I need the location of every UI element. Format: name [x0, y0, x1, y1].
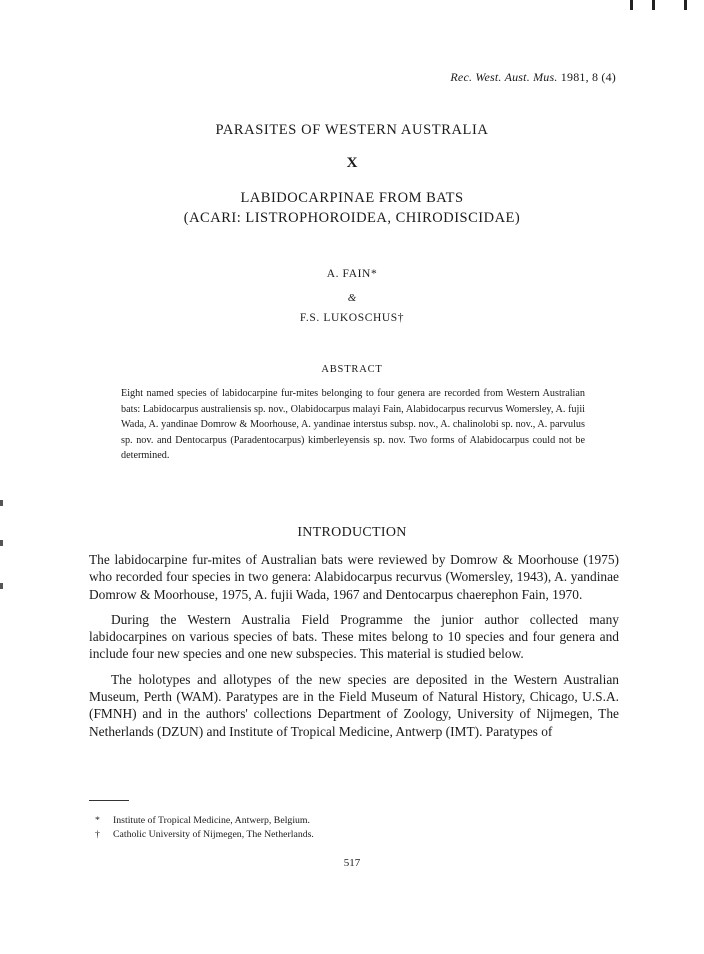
author-connector: & [347, 292, 357, 304]
footnote-mark: † [95, 829, 100, 840]
title-line-1: PARASITES OF WESTERN AUSTRALIA [215, 122, 489, 138]
scan-mark [652, 0, 655, 10]
page-number: 517 [343, 857, 361, 869]
author-second: F.S. LUKOSCHUS† [299, 312, 405, 324]
title-line-4: (ACARI: LISTROPHOROIDEA, CHIRODISCIDAE) [183, 210, 521, 226]
footnote-text: Catholic University of Nijmegen, The Netherlands. [113, 829, 314, 840]
scan-mark [630, 0, 633, 10]
introduction-heading: INTRODUCTION [297, 525, 407, 540]
paragraph: The labidocarpine fur-mites of Australian bats were reviewed by Domrow & Moorhouse (1975) who recorded four species in two genera: Alabidocarpus recurvus (Womersley, 1943), A. yandinae Domrow & Moorhouse, 1975, A. fujii Wada, 1967 and Dentocarpus chaerephon Fain, 1970. [89, 552, 619, 602]
title-line-2: X [346, 155, 358, 171]
footnotes [95, 814, 314, 842]
footnote [95, 828, 314, 842]
paragraph: The holotypes and allotypes of the new species are deposited in the Western Australian Museum, Perth (WAM). Paratypes are in the Field Museum of Natural History, Chicago, U.S.A. (FMNH) and in the authors' collections Department of Zoology, University of Nijmegen, The Netherlands (DZUN) and Institute of Tropical Medicine, Antwerp (IMT). Paratypes of [89, 671, 619, 739]
footnote-divider [89, 800, 129, 801]
title-line-3: LABIDOCARPINAE FROM BATS [240, 190, 464, 206]
scan-mark [0, 500, 3, 506]
abstract-text: Eight named species of labidocarpine fur-mites belonging to four genera are recorded from Western Australian bats: Labidocarpus australiensis sp. nov., Olabidocarpus malayi Fain, Alabidocarpus recurvus Womersley, A. fujii Wada, A. yandinae Domrow & Moorhouse, A. yandinae interstus subsp. nov., A. chalinolobi sp. nov., A. parvulus sp. nov. and Dentocarpus (Paradentocarpus) kimberleyensis sp. nov. Two forms of Alabidocarpus could not be determined. [121, 388, 585, 461]
journal-name: Rec. West. Aust. Mus. [450, 70, 558, 84]
paragraph: During the Western Australia Field Programme the junior author collected many labidocarpines on various species of bats. These mites belong to 10 species and four genera and include four new species and one new subspecies. This material is studied below. [89, 611, 619, 662]
footnote-mark: * [95, 815, 100, 826]
scan-mark [0, 583, 3, 589]
abstract-heading: ABSTRACT [321, 364, 383, 375]
introduction-body [89, 551, 619, 748]
author-first: A. FAIN* [326, 268, 378, 280]
journal-volume: 1981, 8 (4) [560, 70, 616, 84]
journal-reference [450, 70, 616, 85]
footnote [95, 814, 314, 828]
footnote-text: Institute of Tropical Medicine, Antwerp, Belgium. [113, 815, 311, 826]
scan-mark [684, 0, 687, 10]
